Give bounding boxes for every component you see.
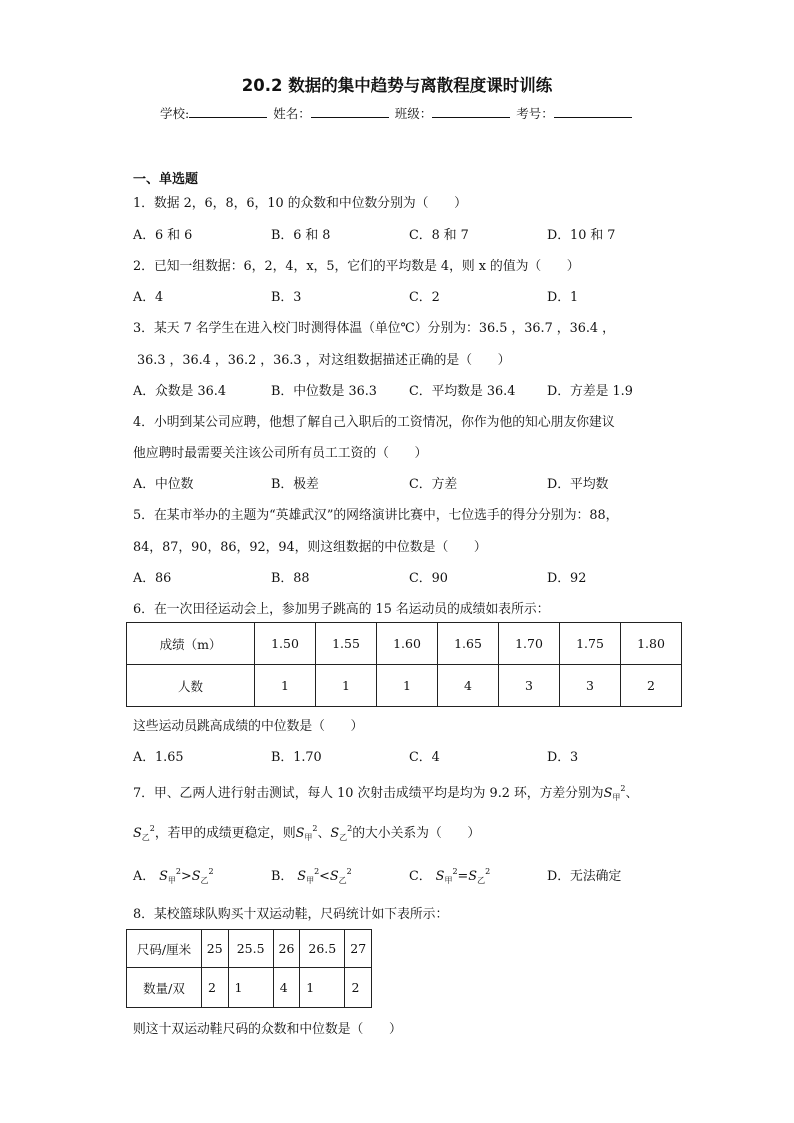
table-row — [127, 623, 682, 665]
table-cell: 1.50 — [255, 623, 316, 665]
high-jump-table — [126, 622, 682, 707]
q7-option-b[interactable]: B． $S_甲^2<S_乙^2$ — [271, 867, 352, 885]
q2-option-a[interactable]: A．4 — [133, 290, 164, 305]
q6-option-d[interactable]: D．3 — [547, 750, 579, 765]
q6-option-c[interactable]: C．4 — [409, 750, 440, 765]
q3-option-a[interactable]: A．众数是 36.4 — [133, 384, 226, 399]
page-title: 20.2 数据的集中趋势与离散程度课时训练 — [241, 76, 553, 95]
q2-option-b[interactable]: B．3 — [271, 290, 302, 305]
table-cell: 26 — [273, 930, 300, 968]
q2-option-c[interactable]: C．2 — [409, 290, 440, 305]
question-2: 2．已知一组数据：6，2，4，x，5，它们的平均数是 4，则 x 的值为（ ） — [133, 259, 580, 274]
table-cell: 26.5 — [300, 930, 345, 968]
table-row — [127, 968, 372, 1008]
q1-option-b[interactable]: B．6 和 8 — [271, 228, 331, 243]
q3-option-d[interactable]: D．方差是 1.9 — [547, 384, 633, 399]
q3-option-b[interactable]: B．中位数是 36.3 — [271, 384, 377, 399]
q5-option-a[interactable]: A．86 — [133, 571, 172, 586]
table-cell: 1.80 — [621, 623, 682, 665]
table-header-cell: 数量/双 — [127, 968, 202, 1008]
name-blank[interactable] — [311, 105, 389, 118]
table-cell: 2 — [345, 968, 372, 1008]
table-header-cell: 尺码/厘米 — [127, 930, 202, 968]
q5-option-c[interactable]: C．90 — [409, 571, 448, 586]
q6-option-b[interactable]: B．1.70 — [271, 750, 322, 765]
question-4-line-1: 4．小明到某公司应聘，他想了解自己入职后的工资情况，你作为他的知心朋友你建议 — [133, 415, 615, 430]
comma: 、 — [625, 786, 639, 801]
question-7-text: 7．甲、乙两人进行射击测试，每人 10 次射击成绩平均是均为 9.2 环，方差分别为 — [133, 786, 604, 801]
q7-option-c[interactable]: C． $S_甲^2=S_乙^2$ — [409, 867, 491, 885]
q4-option-c[interactable]: C．方差 — [409, 477, 458, 492]
q5-option-d[interactable]: D．92 — [547, 571, 587, 586]
table-cell: 4 — [273, 968, 300, 1008]
table-cell: 1 — [377, 665, 438, 707]
table-cell: 27 — [345, 930, 372, 968]
table-cell: 1.70 — [499, 623, 560, 665]
exam-no-label: 考号： — [516, 106, 554, 121]
school-label: 学校: — [160, 106, 190, 121]
class-label: 班级： — [394, 106, 433, 121]
variance-yi: $S_乙^2$ — [133, 824, 155, 842]
table-cell: 3 — [499, 665, 560, 707]
q1-option-d[interactable]: D．10 和 7 — [547, 228, 616, 243]
student-info-line — [160, 104, 634, 122]
q2-option-d[interactable]: D．1 — [547, 290, 579, 305]
school-blank[interactable] — [189, 105, 267, 118]
table-cell: 1 — [300, 968, 345, 1008]
table-cell: 1.65 — [438, 623, 499, 665]
variance-jia: $S_甲^2$ — [295, 824, 318, 842]
table-cell: 25.5 — [228, 930, 273, 968]
table-cell: 1.55 — [316, 623, 377, 665]
table-cell: 1 — [255, 665, 316, 707]
question-6: 6．在一次田径运动会上，参加男子跳高的 15 名运动员的成绩如表所示： — [133, 602, 550, 617]
question-1: 1．数据 2，6，8，6，10 的众数和中位数分别为（ ） — [133, 196, 467, 211]
q6-option-a[interactable]: A．1.65 — [133, 750, 184, 765]
shoe-size-table — [126, 929, 372, 1008]
table-cell: 1 — [316, 665, 377, 707]
question-5-line-1: 5．在某市举办的主题为“英雄武汉”的网络演讲比赛中，七位选手的得分分别为：88， — [133, 508, 619, 523]
table-cell: 2 — [621, 665, 682, 707]
question-8-followup: 则这十双运动鞋尺码的众数和中位数是（ ） — [133, 1022, 402, 1037]
question-5-line-2: 84，87，90，86，92，94，则这组数据的中位数是（ ） — [133, 540, 487, 555]
q7-option-d[interactable]: D．无法确定 — [547, 869, 622, 884]
q7-option-a[interactable]: A． $S_甲^2>S_乙^2$ — [133, 867, 214, 885]
q1-option-c[interactable]: C．8 和 7 — [409, 228, 469, 243]
question-6-followup: 这些运动员跳高成绩的中位数是（ ） — [133, 719, 364, 734]
table-cell: 1.75 — [560, 623, 621, 665]
table-header-cell: 人数 — [127, 665, 255, 707]
table-cell: 2 — [202, 968, 229, 1008]
table-header-cell: 成绩（m） — [127, 623, 255, 665]
table-cell: 3 — [560, 665, 621, 707]
q5-option-b[interactable]: B．88 — [271, 571, 310, 586]
question-8: 8．某校篮球队购买十双运动鞋，尺码统计如下表所示： — [133, 907, 449, 922]
table-cell: 1.60 — [377, 623, 438, 665]
class-blank[interactable] — [432, 105, 510, 118]
variance-yi: $S_乙^2$ — [330, 824, 353, 842]
exam-no-blank[interactable] — [554, 105, 632, 118]
question-7-line-1 — [133, 782, 638, 803]
q1-option-a[interactable]: A．6 和 6 — [133, 228, 193, 243]
q3-option-c[interactable]: C．平均数是 36.4 — [409, 384, 516, 399]
q4-option-d[interactable]: D．平均数 — [547, 477, 609, 492]
question-3-line-1: 3．某天 7 名学生在进入校门时测得体温（单位℃）分别为：36.5 ，36.7 ，36.4 ， — [133, 321, 615, 336]
question-3-line-2: 36.3 ，36.4 ，36.2 ，36.3 ，对这组数据描述正确的是（ ） — [137, 353, 511, 368]
section-heading: 一、单选题 — [133, 172, 199, 187]
q4-option-a[interactable]: A．中位数 — [133, 477, 194, 492]
question-4-line-2: 他应聘时最需要关注该公司所有员工工资的（ ） — [133, 446, 428, 461]
q4-option-b[interactable]: B．极差 — [271, 477, 319, 492]
name-label: 姓名： — [273, 106, 311, 121]
table-row — [127, 930, 372, 968]
table-cell: 25 — [202, 930, 229, 968]
table-row — [127, 665, 682, 707]
table-cell: 1 — [228, 968, 273, 1008]
table-cell: 4 — [438, 665, 499, 707]
question-7-line-2: $S_乙^2$，若甲的成绩更稳定，则$S_甲^2$、$S_乙^2$的大小关系为（ ） — [133, 824, 481, 842]
variance-jia: $S_甲^2$ — [603, 784, 626, 802]
